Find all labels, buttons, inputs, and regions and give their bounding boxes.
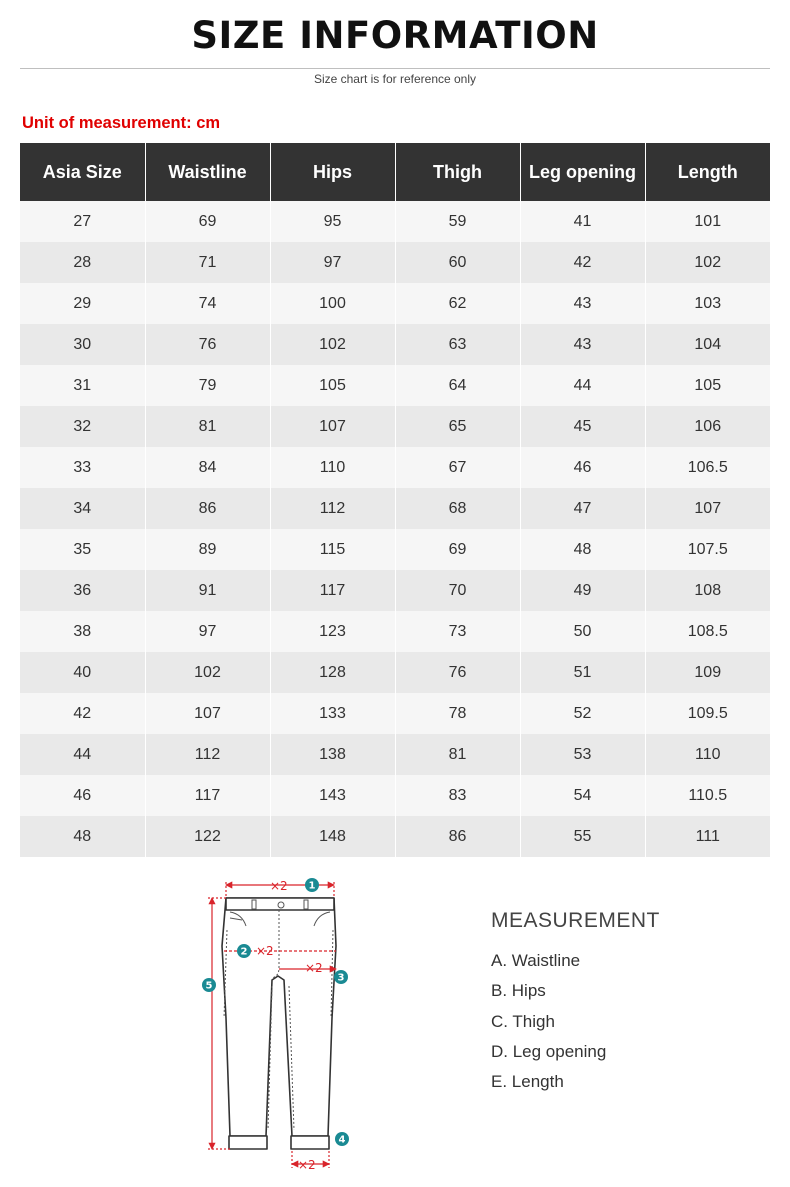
table-cell: 50	[520, 611, 645, 652]
table-cell: 69	[395, 529, 520, 570]
table-cell: 38	[20, 611, 145, 652]
table-cell: 112	[145, 734, 270, 775]
table-cell: 35	[20, 529, 145, 570]
table-row	[20, 693, 770, 734]
table-cell: 117	[145, 775, 270, 816]
table-cell: 108.5	[645, 611, 770, 652]
table-row	[20, 242, 770, 283]
table-cell: 81	[145, 406, 270, 447]
table-cell: 69	[145, 201, 270, 242]
table-cell: 107	[645, 488, 770, 529]
table-row	[20, 652, 770, 693]
measurement-item-waistline: A. Waistline	[491, 951, 581, 970]
table-cell: 112	[270, 488, 395, 529]
table-row	[20, 775, 770, 816]
table-cell: 48	[20, 816, 145, 857]
table-cell: 78	[395, 693, 520, 734]
table-cell: 86	[145, 488, 270, 529]
measurement-title: MEASUREMENT	[491, 909, 660, 932]
table-cell: 54	[520, 775, 645, 816]
multiplier-waist: ×2	[270, 879, 288, 893]
table-cell: 76	[145, 324, 270, 365]
table-cell: 95	[270, 201, 395, 242]
table-cell: 97	[145, 611, 270, 652]
measurement-item-length: E. Length	[491, 1072, 564, 1092]
table-cell: 67	[395, 447, 520, 488]
column-header-length: Length	[645, 143, 770, 201]
table-cell: 30	[20, 324, 145, 365]
table-cell: 76	[395, 652, 520, 693]
marker-5-icon: 5	[205, 980, 213, 992]
table-cell: 27	[20, 201, 145, 242]
title-divider	[20, 68, 770, 69]
table-cell: 102	[145, 652, 270, 693]
table-cell: 42	[520, 242, 645, 283]
table-cell: 84	[145, 447, 270, 488]
table-cell: 65	[395, 406, 520, 447]
table-cell: 110.5	[645, 775, 770, 816]
table-cell: 49	[520, 570, 645, 611]
table-row	[20, 488, 770, 529]
table-cell: 105	[270, 365, 395, 406]
table-cell: 104	[645, 324, 770, 365]
table-cell: 110	[270, 447, 395, 488]
table-row	[20, 447, 770, 488]
multiplier-thigh: ×2	[305, 961, 323, 975]
table-cell: 70	[395, 570, 520, 611]
table-cell: 102	[645, 242, 770, 283]
table-cell: 138	[270, 734, 395, 775]
table-cell: 34	[20, 488, 145, 529]
table-row	[20, 324, 770, 365]
table-cell: 42	[20, 693, 145, 734]
table-cell: 108	[645, 570, 770, 611]
unit-note: Unit of measurement: cm	[22, 114, 221, 132]
multiplier-leg: ×2	[298, 1158, 316, 1172]
table-row	[20, 734, 770, 775]
table-row	[20, 816, 770, 857]
table-row	[20, 529, 770, 570]
table-cell: 102	[270, 324, 395, 365]
table-cell: 41	[520, 201, 645, 242]
table-cell: 63	[395, 324, 520, 365]
page-subtitle: Size chart is for reference only	[313, 72, 477, 86]
table-cell: 32	[20, 406, 145, 447]
table-cell: 55	[520, 816, 645, 857]
table-cell: 89	[145, 529, 270, 570]
measurement-item-leg-opening: D. Leg opening	[491, 1041, 607, 1061]
table-cell: 107.5	[645, 529, 770, 570]
table-cell: 64	[395, 365, 520, 406]
table-cell: 36	[20, 570, 145, 611]
table-row	[20, 570, 770, 611]
table-row	[20, 283, 770, 324]
table-row	[20, 406, 770, 447]
table-cell: 103	[645, 283, 770, 324]
table-cell: 86	[395, 816, 520, 857]
measurement-item-thigh: C. Thigh	[491, 1011, 555, 1031]
table-row	[20, 201, 770, 242]
table-cell: 52	[520, 693, 645, 734]
table-cell: 101	[645, 201, 770, 242]
table-cell: 60	[395, 242, 520, 283]
table-cell: 43	[520, 324, 645, 365]
table-cell: 106	[645, 406, 770, 447]
table-cell: 133	[270, 693, 395, 734]
column-header-asia-size: Asia Size	[20, 143, 145, 201]
table-cell: 110	[645, 734, 770, 775]
page-title: SIZE INFORMATION	[191, 14, 599, 57]
table-cell: 111	[645, 816, 770, 857]
table-cell: 123	[270, 611, 395, 652]
table-cell: 73	[395, 611, 520, 652]
measurement-item-hips: B. Hips	[491, 981, 546, 1001]
measurement-list	[491, 949, 606, 1100]
table-cell: 81	[395, 734, 520, 775]
size-table-header-row	[20, 143, 770, 201]
table-cell: 31	[20, 365, 145, 406]
table-cell: 122	[145, 816, 270, 857]
marker-2-icon: 2	[240, 946, 248, 958]
table-cell: 51	[520, 652, 645, 693]
table-cell: 148	[270, 816, 395, 857]
table-cell: 97	[270, 242, 395, 283]
table-cell: 91	[145, 570, 270, 611]
table-cell: 29	[20, 283, 145, 324]
table-cell: 71	[145, 242, 270, 283]
marker-1-icon: 1	[308, 880, 316, 892]
column-header-thigh: Thigh	[395, 143, 520, 201]
size-table-body	[20, 201, 770, 857]
table-cell: 44	[20, 734, 145, 775]
table-cell: 46	[520, 447, 645, 488]
table-cell: 143	[270, 775, 395, 816]
multiplier-hips: ×2	[256, 944, 274, 958]
table-cell: 47	[520, 488, 645, 529]
table-cell: 100	[270, 283, 395, 324]
table-cell: 74	[145, 283, 270, 324]
size-table	[20, 143, 770, 857]
pants-diagram	[190, 868, 370, 1173]
column-header-waistline: Waistline	[145, 143, 270, 201]
table-cell: 68	[395, 488, 520, 529]
table-cell: 48	[520, 529, 645, 570]
table-cell: 28	[20, 242, 145, 283]
table-cell: 109	[645, 652, 770, 693]
table-cell: 115	[270, 529, 395, 570]
table-cell: 33	[20, 447, 145, 488]
table-row	[20, 365, 770, 406]
table-cell: 40	[20, 652, 145, 693]
table-cell: 44	[520, 365, 645, 406]
table-cell: 109.5	[645, 693, 770, 734]
table-cell: 128	[270, 652, 395, 693]
table-cell: 62	[395, 283, 520, 324]
table-cell: 53	[520, 734, 645, 775]
table-cell: 107	[270, 406, 395, 447]
table-row	[20, 611, 770, 652]
table-cell: 59	[395, 201, 520, 242]
table-cell: 45	[520, 406, 645, 447]
column-header-leg-opening: Leg opening	[520, 143, 645, 201]
table-cell: 106.5	[645, 447, 770, 488]
table-cell: 117	[270, 570, 395, 611]
table-cell: 43	[520, 283, 645, 324]
table-cell: 105	[645, 365, 770, 406]
table-cell: 83	[395, 775, 520, 816]
table-cell: 107	[145, 693, 270, 734]
table-cell: 79	[145, 365, 270, 406]
column-header-hips: Hips	[270, 143, 395, 201]
table-cell: 46	[20, 775, 145, 816]
marker-4-icon: 4	[338, 1134, 346, 1146]
marker-3-icon: 3	[337, 972, 345, 984]
